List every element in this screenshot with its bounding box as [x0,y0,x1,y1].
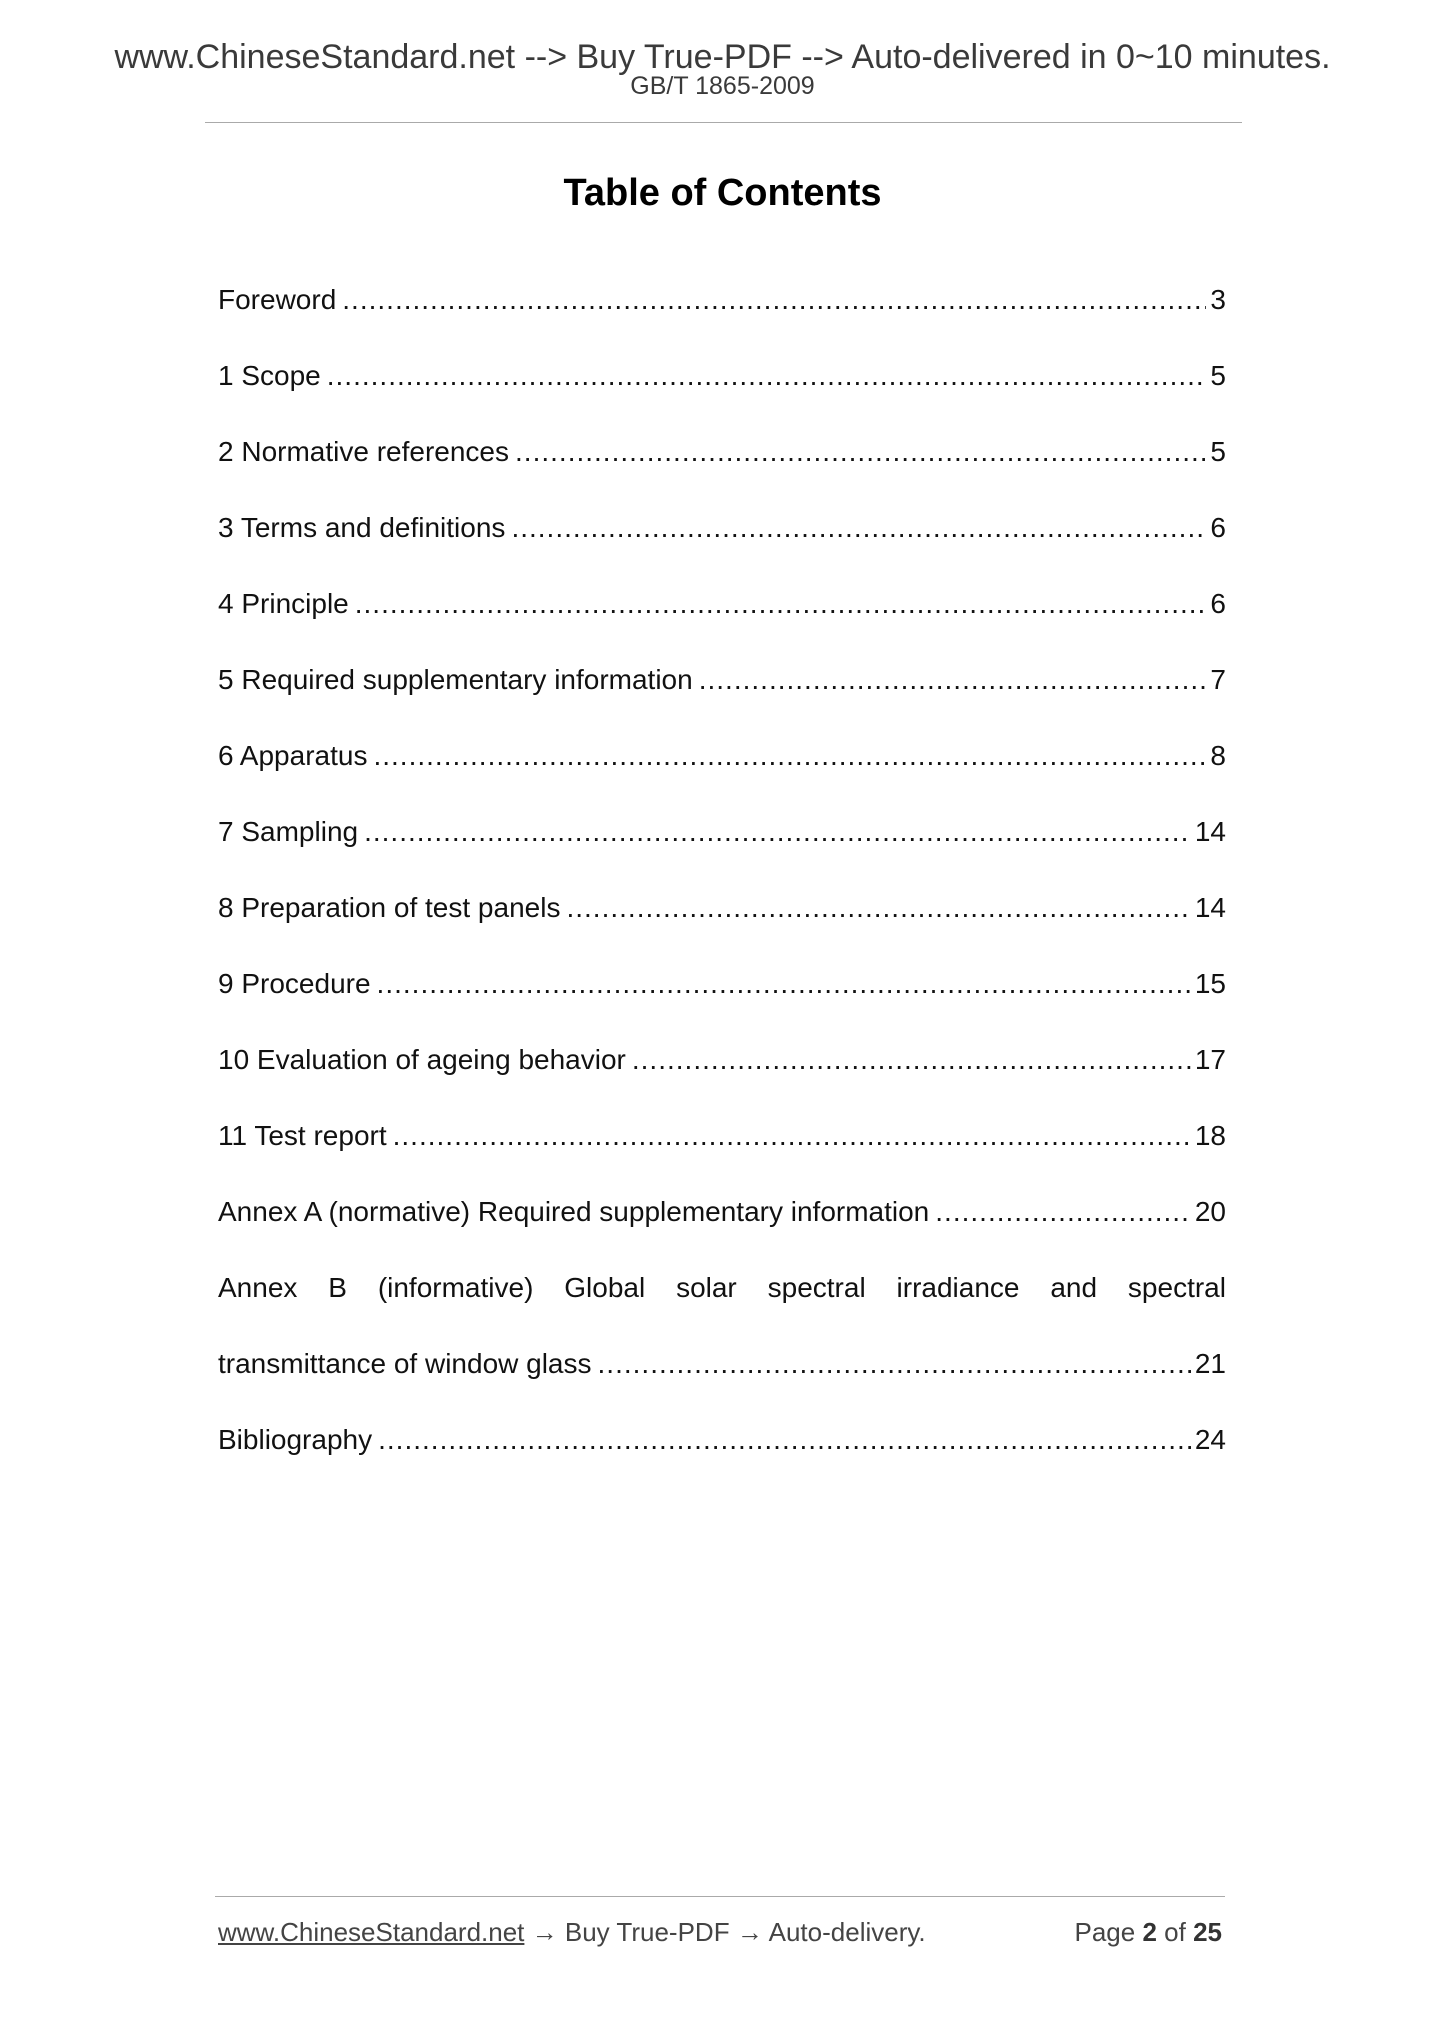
toc-word: B [328,1272,347,1303]
toc-entry-preparation-of-test-panels[interactable] [218,892,1226,968]
toc-entry-page: 7 [1210,664,1226,695]
toc-leader-dots [377,968,1191,1000]
toc-leader-dots [355,588,1207,620]
page-total: 25 [1193,1917,1222,1947]
footer [218,1916,1222,1952]
footer-left [218,1916,926,1948]
toc-entry-required-supplementary-information[interactable] [218,664,1226,740]
toc-entry-annex-b[interactable] [218,1272,1226,1424]
toc-entry-normative-references[interactable] [218,436,1226,512]
toc-entry-page: 3 [1210,284,1226,315]
toc-entry-label: 8 Preparation of test panels [218,892,561,923]
toc-word: Annex [218,1272,298,1303]
toc-leader-dots [515,436,1206,468]
toc-leader-dots [393,1120,1191,1152]
toc-entry-principle[interactable] [218,588,1226,664]
toc-entry-label: 5 Required supplementary information [218,664,693,695]
toc-leader-dots [632,1044,1191,1076]
toc-entry-page: 14 [1194,892,1226,923]
toc-entry-procedure[interactable] [218,968,1226,1044]
toc-word: spectral [1127,1272,1226,1303]
toc-leader-dots [342,284,1206,316]
toc-entry-sampling[interactable] [218,816,1226,892]
toc-word: Global [564,1272,646,1303]
toc-leader-dots [935,1196,1191,1228]
footer-delivery-text: Auto-delivery. [768,1917,926,1947]
toc-entry-label: 10 Evaluation of ageing behavior [218,1044,626,1075]
toc-entry-label: transmittance of window glass [218,1348,592,1379]
toc-leader-dots [598,1348,1191,1380]
header-rule [205,122,1242,123]
table-of-contents [218,284,1226,1500]
toc-leader-dots [364,816,1191,848]
toc-entry-annex-b-line2 [218,1348,1226,1424]
arrow-right-icon: → [736,1917,763,1947]
arrow-right-icon: → [531,1917,558,1947]
toc-entry-page: 17 [1194,1044,1226,1075]
toc-entry-page: 5 [1210,436,1226,467]
toc-entry-page: 21 [1194,1348,1226,1379]
toc-entry-evaluation-of-ageing-behavior[interactable] [218,1044,1226,1120]
toc-word: spectral [767,1272,866,1303]
page-current: 2 [1142,1917,1157,1947]
toc-word: irradiance [896,1272,1020,1303]
toc-entry-label: 11 Test report [218,1120,387,1151]
toc-entry-label: Foreword [218,284,337,315]
toc-entry-label: 9 Procedure [218,968,371,999]
toc-entry-label: 4 Principle [218,588,349,619]
toc-entry-page: 15 [1194,968,1226,999]
toc-entry-page: 24 [1194,1424,1226,1455]
toc-entry-page: 18 [1194,1120,1226,1151]
document-code: GB/T 1865-2009 [630,72,815,100]
page-indicator [1074,1916,1222,1948]
toc-word: (informative) [377,1272,534,1303]
footer-rule [215,1896,1225,1897]
toc-entry-page: 6 [1210,588,1226,619]
toc-leader-dots [699,664,1207,696]
top-banner: www.ChineseStandard.net --> Buy True-PDF --> Auto-delivered in 0~10 minutes. [114,38,1331,76]
toc-leader-dots [378,1424,1191,1456]
toc-entry-apparatus[interactable] [218,740,1226,816]
page-label: Page [1074,1917,1136,1947]
toc-entry-page: 20 [1194,1196,1226,1227]
toc-word: and [1050,1272,1098,1303]
toc-entry-label: 3 Terms and definitions [218,512,506,543]
toc-entry-page: 8 [1210,740,1226,771]
footer-buy-text: Buy True-PDF [564,1917,730,1947]
toc-entry-page: 14 [1194,816,1226,847]
toc-word: solar [676,1272,737,1303]
toc-entry-label: Annex A (normative) Required supplementary information [218,1196,930,1227]
toc-entry-bibliography[interactable] [218,1424,1226,1500]
page-title: Table of Contents [563,172,882,214]
toc-entry-label: 7 Sampling [218,816,359,847]
toc-entry-label: 6 Apparatus [218,740,368,771]
toc-entry-scope[interactable] [218,360,1226,436]
toc-entry-test-report[interactable] [218,1120,1226,1196]
of-label: of [1164,1917,1186,1947]
toc-leader-dots [566,892,1190,924]
footer-link[interactable]: www.ChineseStandard.net [218,1917,525,1947]
toc-entry-terms-and-definitions[interactable] [218,512,1226,588]
toc-entry-label: 2 Normative references [218,436,510,467]
toc-entry-annex-b-line1 [218,1272,1226,1348]
toc-entry-label: Bibliography [218,1424,373,1455]
toc-entry-annex-a[interactable] [218,1196,1226,1272]
toc-leader-dots [327,360,1207,392]
toc-leader-dots [373,740,1206,772]
toc-entry-page: 6 [1210,512,1226,543]
toc-entry-page: 5 [1210,360,1226,391]
toc-entry-label: 1 Scope [218,360,321,391]
toc-entry-foreword[interactable] [218,284,1226,360]
toc-leader-dots [511,512,1206,544]
